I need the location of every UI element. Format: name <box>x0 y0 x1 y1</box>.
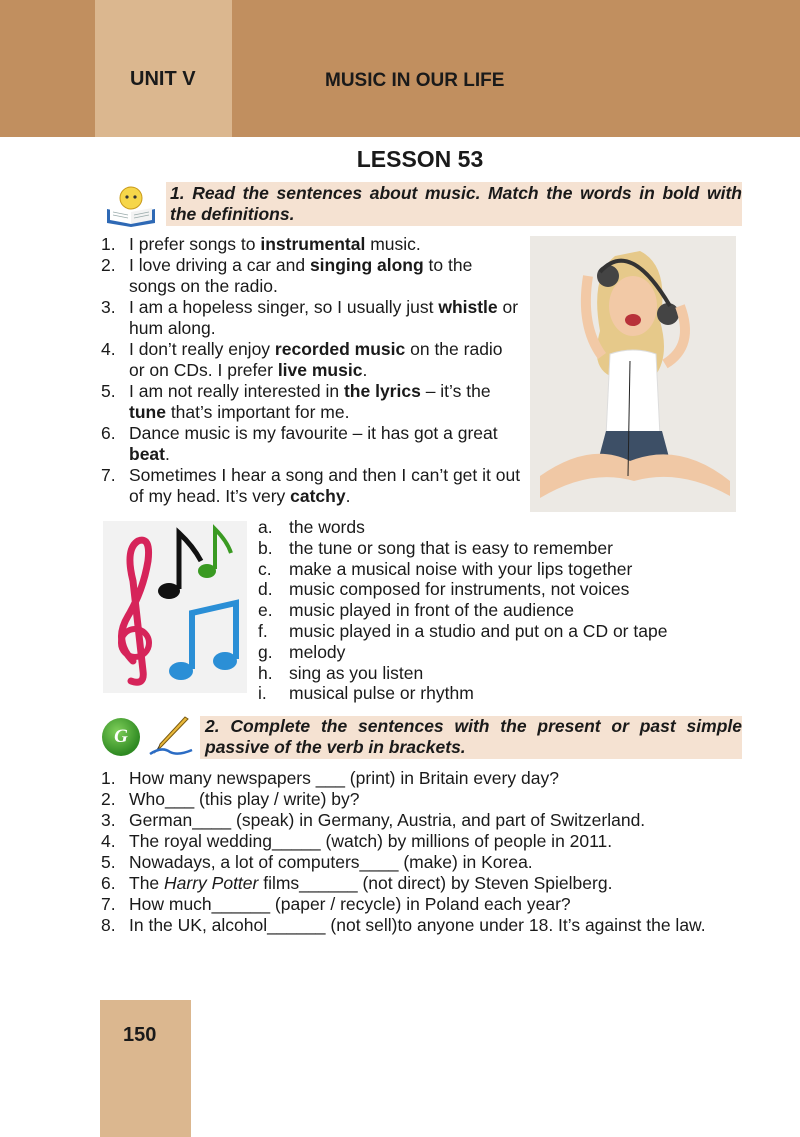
sentence-number: 4. <box>101 831 116 851</box>
sentence-text: The <box>129 873 165 893</box>
lesson-title: LESSON 53 <box>356 146 484 172</box>
sentence-number: 5. <box>101 852 116 872</box>
definition-letter: f. <box>258 620 268 641</box>
bold-keyword: catchy <box>290 486 346 506</box>
definition-letter: i. <box>258 683 267 704</box>
definition-item <box>258 663 667 684</box>
sentence-item <box>101 339 521 381</box>
definition-item <box>258 538 667 559</box>
sentence-number: 4. <box>101 339 116 359</box>
sentence-text: or hum along. <box>129 297 519 338</box>
sentence-text: . <box>164 444 170 464</box>
sentence-number: 6. <box>101 423 116 443</box>
sentence-item <box>101 234 521 255</box>
definition-text: make a musical noise with your lips together <box>289 558 633 579</box>
sentence-text: music. <box>365 234 421 254</box>
definition-item <box>258 621 667 642</box>
definition-text: music composed for instruments, not voices <box>289 579 630 600</box>
girl-with-headphones-photo <box>530 236 736 512</box>
grammar-g-letter: G <box>114 726 128 747</box>
bold-keyword: live music <box>277 360 363 380</box>
definition-letter: d. <box>258 579 273 600</box>
sentence-item <box>101 873 741 894</box>
sentence-text: The royal wedding_____ (watch) by millions of people in 2011. <box>129 831 613 851</box>
task2-sentence-list <box>101 768 741 936</box>
grammar-g-icon <box>102 718 140 756</box>
sentence-text: films______ (not direct) by Steven Spielberg. <box>258 873 613 893</box>
sentence-item <box>101 465 521 507</box>
sentence-item <box>101 831 741 852</box>
definition-text: musical pulse or rhythm <box>289 683 474 704</box>
definition-letter: h. <box>258 662 273 683</box>
sentence-item <box>101 381 521 423</box>
definition-letter: e. <box>258 600 273 621</box>
sentence-text: I prefer songs to <box>129 234 261 254</box>
sentence-number: 6. <box>101 873 116 893</box>
page-number-box <box>100 1000 191 1137</box>
sentence-text: I am a hopeless singer, so I usually just <box>129 297 439 317</box>
bold-keyword: recorded music <box>274 339 406 359</box>
sentence-number: 7. <box>101 894 116 914</box>
music-notes-illustration <box>103 521 247 693</box>
sentence-text: I don’t really enjoy <box>129 339 275 359</box>
task1-sentence-list <box>101 234 521 507</box>
sentence-number: 1. <box>101 768 116 788</box>
definition-item <box>258 559 667 580</box>
bold-keyword: the lyrics <box>343 381 421 401</box>
task2-instruction: 2. Complete the sentences with the present or past simple passive of the verb in brackets. <box>205 716 742 757</box>
sentence-item <box>101 852 741 873</box>
bold-keyword: instrumental <box>260 234 366 254</box>
sentence-text: I love driving a car and <box>129 255 310 275</box>
sentence-number: 2. <box>101 255 116 275</box>
sentence-item <box>101 297 521 339</box>
definition-item <box>258 600 667 621</box>
bold-keyword: whistle <box>438 297 498 317</box>
sentence-text: Dance music is my favourite – it has got a great <box>129 423 498 443</box>
sentence-item <box>101 789 741 810</box>
sentence-number: 3. <box>101 297 116 317</box>
bold-keyword: singing along <box>309 255 424 275</box>
sentence-item <box>101 768 741 789</box>
task1-instruction: 1. Read the sentences about music. Match the words in bold with the definitions. <box>170 183 742 224</box>
sentence-text: Nowadays, a lot of computers____ (make) in Korea. <box>129 852 533 872</box>
sentence-text: In the UK, alcohol______ (not sell)to anyone under 18. It’s against the law. <box>129 915 706 935</box>
definition-letter: g. <box>258 641 273 662</box>
definition-text: sing as you listen <box>289 662 424 683</box>
definition-item <box>258 579 667 600</box>
definition-text: the words <box>289 517 365 537</box>
sentence-number: 3. <box>101 810 116 830</box>
definition-item <box>258 683 667 704</box>
sentence-text: to the songs on the radio. <box>129 255 473 296</box>
definition-letter: a. <box>258 517 273 537</box>
definition-item <box>258 642 667 663</box>
sentence-number: 7. <box>101 465 116 485</box>
definition-text: melody <box>289 641 346 662</box>
sentence-text: on the radio or on CDs. I prefer <box>129 339 503 380</box>
page-number: 150 <box>123 1024 157 1046</box>
definition-letter: b. <box>258 537 273 558</box>
unit-title: MUSIC IN OUR LIFE <box>325 70 505 91</box>
bold-keyword: tune <box>129 402 166 422</box>
sentence-item <box>101 255 521 297</box>
sentence-item <box>101 915 741 936</box>
task1-definition-list <box>258 517 667 704</box>
sentence-number: 5. <box>101 381 116 401</box>
definition-letter: c. <box>258 558 272 579</box>
sentence-text: . <box>345 486 351 506</box>
sentence-item <box>101 423 521 465</box>
sentence-text: I am not really interested in <box>129 381 344 401</box>
sentence-number: 2. <box>101 789 116 809</box>
pen-icon <box>148 716 194 756</box>
sentence-text: How many newspapers ___ (print) in Britain every day? <box>129 768 559 788</box>
sentence-text: – it’s the <box>420 381 491 401</box>
definition-text: the tune or song that is easy to remember <box>289 537 613 558</box>
sentence-item <box>101 894 741 915</box>
sentence-text: How much______ (paper / recycle) in Poland each year? <box>129 894 571 914</box>
sentence-number: 1. <box>101 234 116 254</box>
definition-text: music played in front of the audience <box>289 600 575 621</box>
italic-title: Harry Potter <box>164 873 259 893</box>
sentence-text: Sometimes I hear a song and then I can’t get it out of my head. It’s very <box>129 465 521 506</box>
sentence-text: German____ (speak) in Germany, Austria, and part of Switzerland. <box>129 810 646 830</box>
sentence-text: . <box>362 360 368 380</box>
unit-label: UNIT V <box>130 68 196 90</box>
definition-item <box>258 517 667 538</box>
definition-text: music played in a studio and put on a CD or tape <box>289 620 668 641</box>
bold-keyword: beat <box>129 444 165 464</box>
sentence-text: that’s important for me. <box>165 402 350 422</box>
sentence-text: Who___ (this play / write) by? <box>129 789 360 809</box>
sentence-item <box>101 810 741 831</box>
reading-book-icon <box>103 183 159 227</box>
sentence-number: 8. <box>101 915 116 935</box>
